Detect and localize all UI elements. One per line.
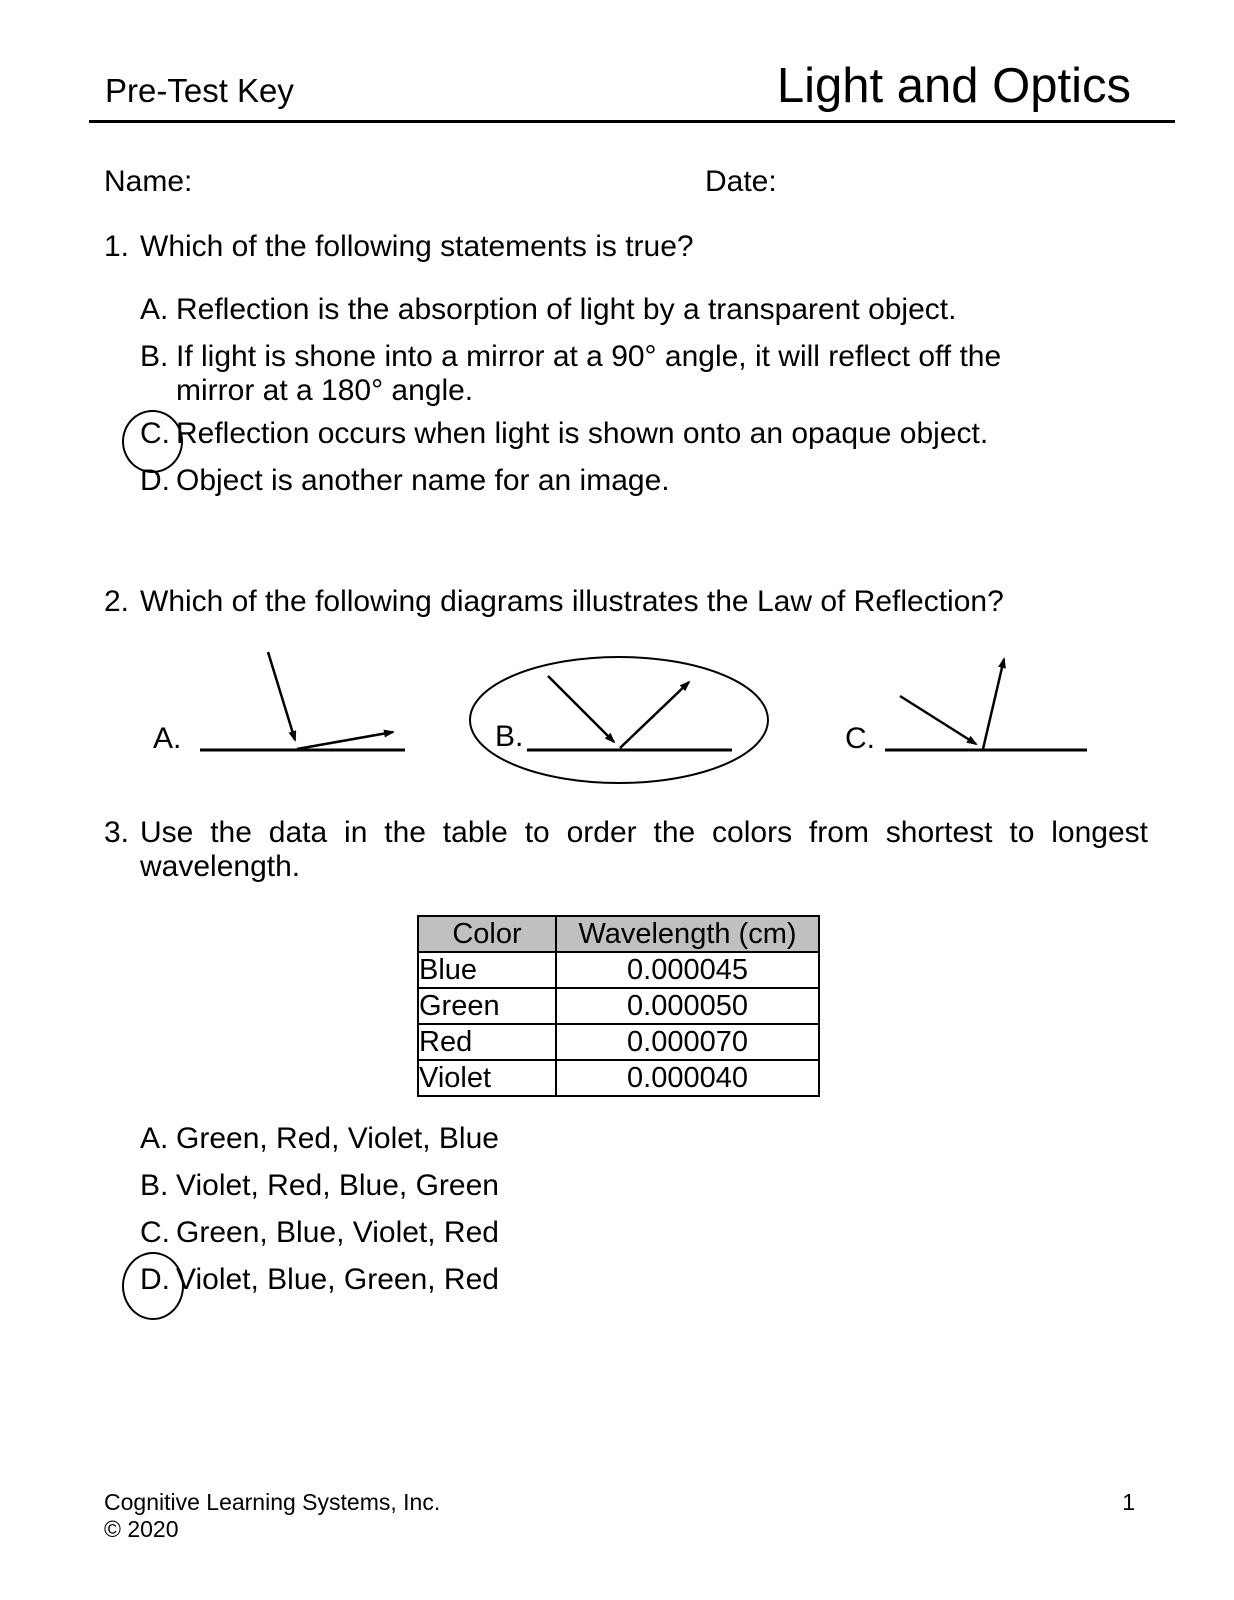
q1-answer-circle (122, 410, 183, 473)
diagram-c-label: C. (845, 722, 875, 755)
question-3-text-line1: Use the data in the table to order the colors from shortest to longest (140, 816, 1148, 849)
diagram-b-incident-ray (548, 676, 614, 742)
table-header-row (418, 916, 819, 952)
q3-option-c (140, 1216, 499, 1250)
q3-answer-circle (122, 1252, 184, 1320)
q3-option-d (140, 1263, 499, 1297)
table-row (418, 952, 819, 988)
wavelength-cell: 0.000050 (556, 988, 819, 1024)
diagram-c-reflected-ray (983, 659, 1004, 749)
q1-option-d-marker: D. (140, 464, 170, 497)
wavelength-cell: 0.000045 (556, 952, 819, 988)
q1-option-d (140, 464, 670, 498)
q1-option-a-marker: A. (140, 293, 169, 326)
color-cell: Green (418, 988, 556, 1024)
wavelength-table (417, 915, 820, 1097)
table-row (418, 1060, 819, 1096)
footer-copyright: © 2020 (104, 1516, 179, 1542)
diagram-a-reflected-ray (297, 732, 393, 749)
q3-option-c-marker: C. (140, 1216, 170, 1249)
page-title: Light and Optics (776, 59, 1131, 113)
q1-option-a (140, 293, 956, 327)
wavelength-cell: 0.000070 (556, 1024, 819, 1060)
question-2-number: 2. (104, 585, 130, 618)
q1-option-d-text: Object is another name for an image. (176, 464, 670, 497)
q3-option-b-text: Violet, Red, Blue, Green (176, 1169, 499, 1202)
diagram-b-label: B. (495, 720, 524, 753)
q3-option-a-marker: A. (140, 1122, 169, 1155)
q3-option-d-marker: D. (140, 1263, 170, 1296)
date-label: Date: (705, 165, 777, 198)
q3-option-b (140, 1169, 499, 1203)
footer (104, 1489, 440, 1543)
name-label: Name: (104, 165, 193, 198)
diagram-a-label: A. (153, 722, 182, 755)
q1-option-c (140, 417, 988, 451)
color-cell: Violet (418, 1060, 556, 1096)
table-row (418, 1024, 819, 1060)
q1-option-b-marker: B. (140, 340, 169, 373)
question-1-number: 1. (104, 230, 130, 263)
q1-option-b-text: If light is shone into a mirror at a 90° angle, it will reflect off the mirror at a 180° angle. (176, 340, 1002, 407)
color-column-header: Color (418, 916, 556, 952)
q3-option-d-text: Violet, Blue, Green, Red (176, 1263, 499, 1296)
q1-option-c-marker: C. (140, 417, 170, 450)
q1-option-a-text: Reflection is the absorption of light by a transparent object. (176, 293, 957, 326)
diagram-c (845, 659, 1087, 755)
diagram-b-reflected-ray (620, 682, 689, 748)
question-3-text-line2: wavelength. (140, 850, 301, 883)
q3-option-b-marker: B. (140, 1169, 169, 1202)
q3-option-c-text: Green, Blue, Violet, Red (176, 1216, 499, 1249)
question-2-text: Which of the following diagrams illustrates the Law of Reflection? (140, 585, 1004, 618)
question-3-number: 3. (104, 816, 130, 849)
color-cell: Red (418, 1024, 556, 1060)
diagram-b (470, 657, 768, 783)
footer-company: Cognitive Learning Systems, Inc. (104, 1489, 441, 1515)
reflection-diagrams (90, 626, 1147, 801)
table-row (418, 988, 819, 1024)
page-number: 1 (1122, 1489, 1135, 1515)
question-1-text: Which of the following statements is true? (140, 230, 694, 263)
question-2 (104, 585, 1148, 619)
wavelength-column-header: Wavelength (cm) (556, 916, 819, 952)
q3-option-a (140, 1122, 499, 1156)
diagram-c-incident-ray (900, 696, 976, 744)
question-1 (104, 230, 1148, 264)
diagram-a (153, 652, 405, 755)
wavelength-cell: 0.000040 (556, 1060, 819, 1096)
q1-option-c-text: Reflection occurs when light is shown onto an opaque object. (176, 417, 989, 450)
color-cell: Blue (418, 952, 556, 988)
page-header (89, 58, 1175, 123)
q3-option-a-text: Green, Red, Violet, Blue (176, 1122, 499, 1155)
question-3 (104, 816, 1148, 850)
doc-type-title: Pre-Test Key (105, 72, 294, 109)
q1-option-b (140, 340, 1084, 408)
diagram-a-incident-ray (268, 652, 295, 740)
